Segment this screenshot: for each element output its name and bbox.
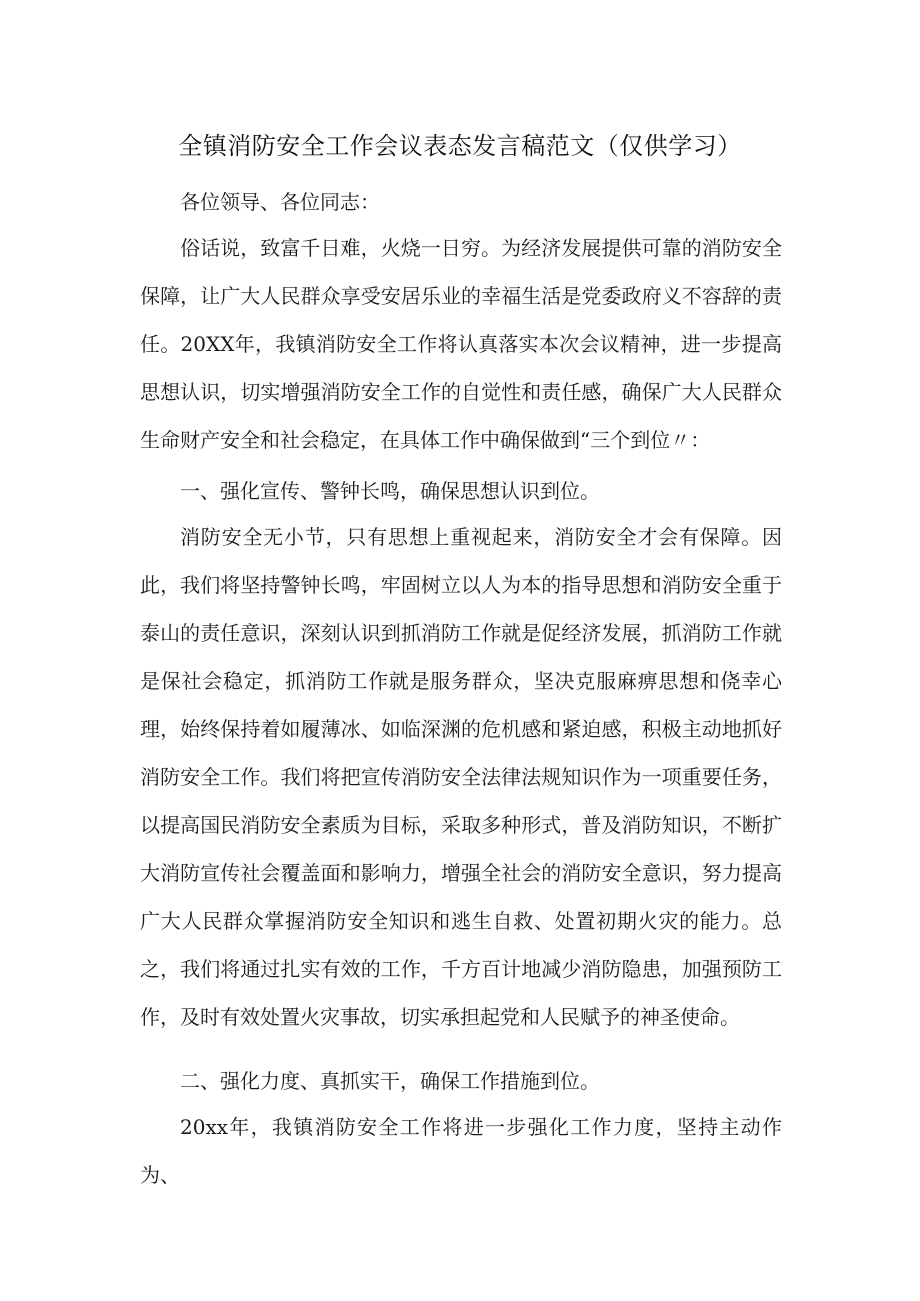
section-2-paragraph: 20xx年，我镇消防安全工作将进一步强化工作力度，坚持主动作为、: [140, 1115, 782, 1187]
section-1-body-block: [140, 513, 782, 1041]
section-1-paragraph: 消防安全无小节，只有思想上重视起来，消防安全才会有保障。因此，我们将坚持警钟长鸣，牢固树立以人为本的指导思想和消防安全重于泰山的责任意识，深刻认识到抓消防工作就是促经济发展，抓消防工作就是保社会稳定，抓消防工作就是服务群众，坚决克服麻痹思想和侥幸心理，始终保持着如履薄冰、如临深渊的危机感和紧迫感，积极主动地抓好消防安全工作。我们将把宣传消防安全法律法规知识作为一项重要任务，以提高国民消防安全素质为目标，采取多种形式，普及消防知识，不断扩大消防宣传社会覆盖面和影响力，增强全社会的消防安全意识，努力提高广大人民群众掌握消防安全知识和逃生自救、处置初期火灾的能力。总之，我们将通过扎实有效的工作，千方百计地减少消防隐患，加强预防工作，及时有效处置火灾事故，切实承担起党和人民赋予的神圣使命。: [140, 525, 782, 1029]
section-1-heading-block: [140, 467, 782, 515]
salutation: 各位领导、各位同志：: [180, 190, 380, 214]
section-1-heading: 一、强化宣传、警钟长鸣，确保思想认识到位。: [180, 479, 600, 503]
intro-block: [140, 224, 782, 464]
intro-paragraph: 俗话说，致富千日难，火烧一日穷。为经济发展提供可靠的消防安全保障，让广大人民群众享受安居乐业的幸福生活是党委政府义不容辞的责任。20XX年，我镇消防安全工作将认真落实本次会议精神，进一步提高思想认识，切实增强消防安全工作的自觉性和责任感，确保广大人民群众生命财产安全和社会稳定，在具体工作中确保做到“三个到位〃：: [140, 236, 782, 452]
section-2-heading-block: [140, 1057, 782, 1105]
document-title: 全镇消防安全工作会议表态发言稿范文（仅供学习）: [178, 132, 742, 160]
section-2-heading: 二、强化力度、真抓实干，确保工作措施到位。: [180, 1069, 600, 1093]
salutation-block: [140, 178, 782, 226]
section-2-body-block: [140, 1103, 782, 1199]
